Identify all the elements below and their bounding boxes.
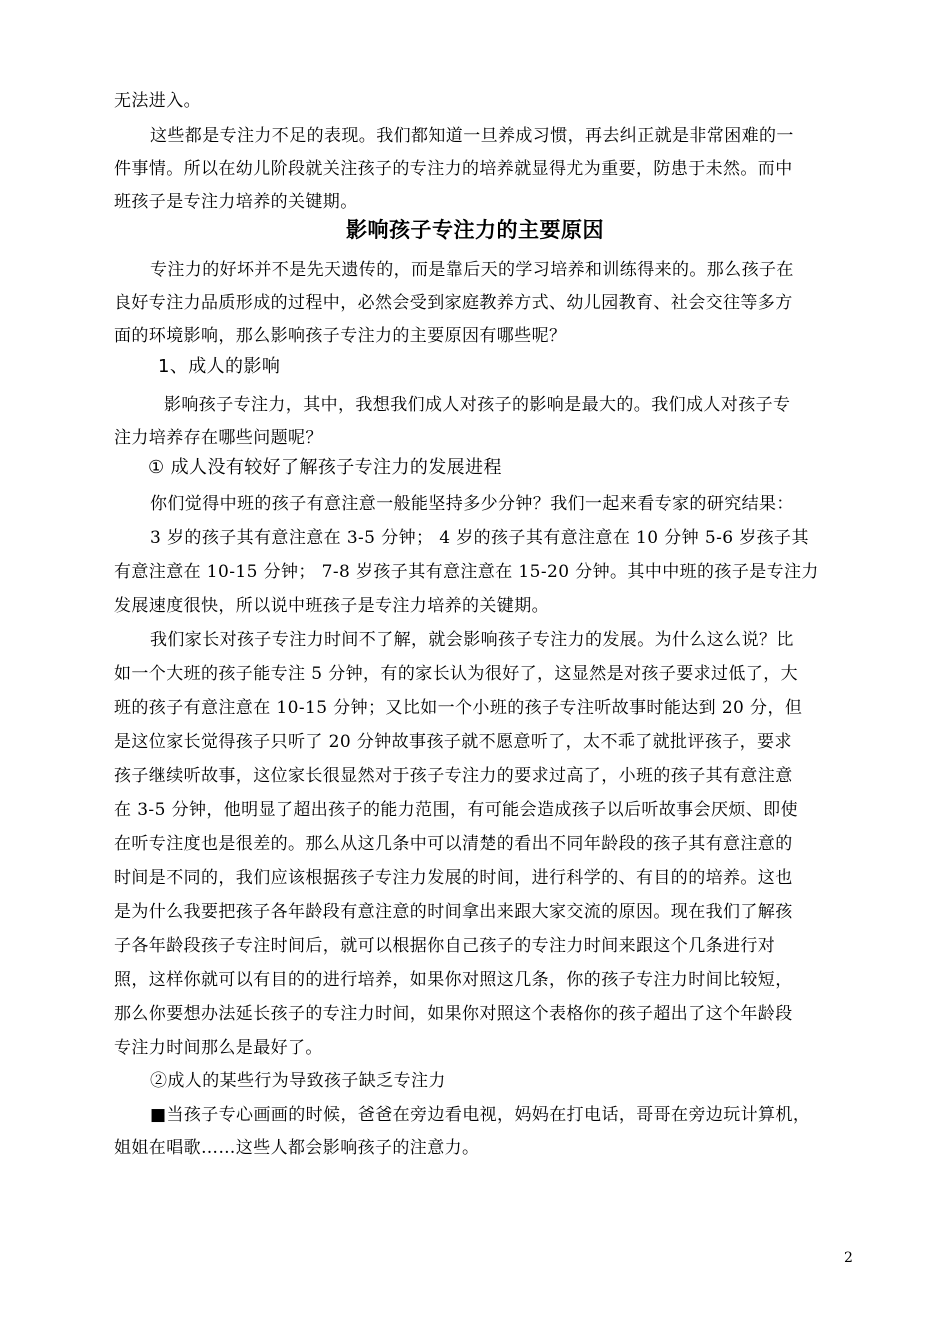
paragraph-line: 影响孩子专注力，其中，我想我们成人对孩子的影响是最大的。我们成人对孩子专: [164, 395, 791, 415]
paragraph-line: 在听专注度也是很差的。那么从这几条中可以清楚的看出不同年龄段的孩子其有意注意的: [114, 834, 793, 854]
paragraph-line: 注力培养存在哪些问题呢？: [114, 428, 323, 448]
paragraph-line: 专注力的好坏并不是先天遗传的，而是靠后天的学习培养和训练得来的。那么孩子在: [150, 260, 794, 280]
page-number: 2: [844, 1250, 853, 1266]
paragraph-line: 姐姐在唱歌……这些人都会影响孩子的注意力。: [114, 1138, 480, 1158]
paragraph-line: 班孩子是专注力培养的关键期。: [114, 192, 358, 212]
paragraph-line: 件事情。所以在幼儿阶段就关注孩子的专注力的培养就显得尤为重要，防患于未然。而中: [114, 159, 793, 179]
paragraph-line: 你们觉得中班的孩子有意注意一般能坚持多少分钟？我们一起来看专家的研究结果：: [150, 494, 794, 514]
paragraph-line: 是为什么我要把孩子各年龄段有意注意的时间拿出来跟大家交流的原因。现在我们了解孩: [114, 902, 793, 922]
paragraph-line: 时间是不同的，我们应该根据孩子专注力发展的时间，进行科学的、有目的的培养。这也: [114, 868, 793, 888]
paragraph-line: 照，这样你就可以有目的的进行培养，如果你对照这几条，你的孩子专注力时间比较短，: [114, 970, 793, 990]
paragraph-line: 发展速度很快，所以说中班孩子是专注力培养的关键期。: [114, 596, 549, 616]
paragraph-line: 这些都是专注力不足的表现。我们都知道一旦养成习惯，再去纠正就是非常困难的一: [150, 126, 794, 146]
paragraph-line: 子各年龄段孩子专注时间后，就可以根据你自己孩子的专注力时间来跟这个几条进行对: [114, 936, 776, 956]
paragraph-line: 是这位家长觉得孩子只听了 20 分钟故事孩子就不愿意听了，太不乖了就批评孩子，要求: [114, 732, 792, 752]
paragraph-line: ■当孩子专心画画的时候，爸爸在旁边看电视，妈妈在打电话，哥哥在旁边玩计算机，: [150, 1105, 811, 1125]
paragraph-line: 良好专注力品质形成的过程中，必然会受到家庭教养方式、幼儿园教育、社会交往等多方: [114, 293, 793, 313]
paragraph-line: 面的环境影响，那么影响孩子专注力的主要原因有哪些呢？: [114, 326, 567, 346]
paragraph-line: 无法进入。: [114, 91, 201, 111]
paragraph-line: 那么你要想办法延长孩子的专注力时间，如果你对照这个表格你的孩子超出了这个年龄段: [114, 1004, 793, 1024]
paragraph-line: 专注力时间那么是最好了。: [114, 1038, 323, 1058]
paragraph-line: 我们家长对孩子专注力时间不了解，就会影响孩子专注力的发展。为什么这么说？比: [150, 630, 794, 650]
subsection-title: 1、成人的影响: [158, 356, 281, 377]
paragraph-line: 3 岁的孩子其有意注意在 3-5 分钟； 4 岁的孩子其有意注意在 10 分钟 5-6 岁孩子其: [150, 528, 809, 548]
paragraph-line: 班的孩子有意注意在 10-15 分钟；又比如一个小班的孩子专注听故事时能达到 20 分，但: [114, 698, 803, 718]
subsection-title: ②成人的某些行为导致孩子缺乏专注力: [150, 1071, 446, 1091]
paragraph-line: 如一个大班的孩子能专注 5 分钟，有的家长认为很好了，这显然是对孩子要求过低了，大: [114, 664, 799, 684]
paragraph-line: 在 3-5 分钟，他明显了超出孩子的能力范围，有可能会造成孩子以后听故事会厌烦、即使: [114, 800, 798, 820]
section-heading: 影响孩子专注力的主要原因: [346, 218, 604, 242]
subsection-title: ① 成人没有较好了解孩子专注力的发展进程: [148, 457, 502, 478]
paragraph-line: 孩子继续听故事，这位家长很显然对于孩子专注力的要求过高了，小班的孩子其有意注意: [114, 766, 793, 786]
paragraph-line: 有意注意在 10-15 分钟； 7-8 岁孩子其有意注意在 15-20 分钟。其中中班的孩子是专注力: [114, 562, 819, 582]
